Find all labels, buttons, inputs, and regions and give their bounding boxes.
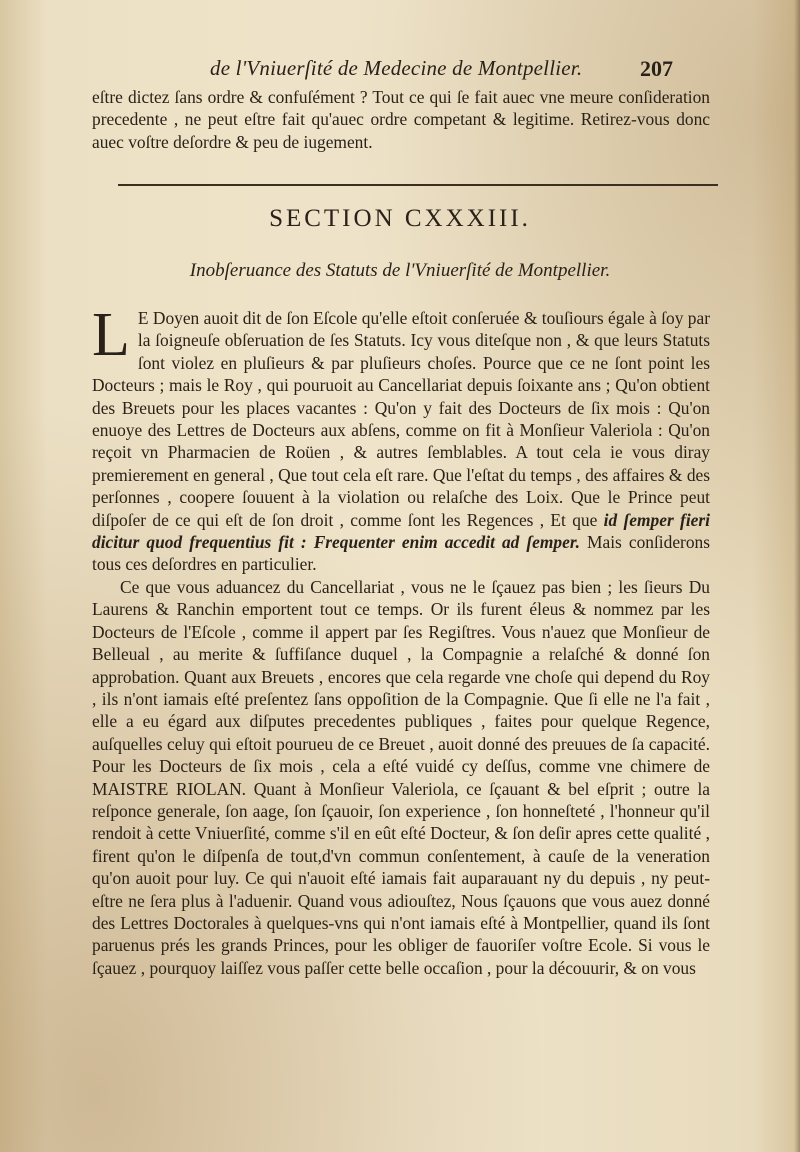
running-head [0,56,800,86]
paragraph-2: Ce que vous aduancez du Cancellariat , vous ne le ſçauez pas bien ; les ſieurs Du Laurens & Ranchin emportent tout ce temps. Or ils furent éleus & nommez par les Docteurs de l'Eſcole , comme il appert par ſes Regiſtres. Vous n'auez que Monſieur de Belleual , au merite & ſuffiſance duquel , la Compagnie a relaſché & donné ſon approbation. Quant aux Breuets , encores que cela regarde vne choſe qui depend du Roy , ils n'ont iamais eſté preſentez ſans oppoſition de la Compagnie. Que ſi elle ne l'a fait , elle a eu égard aux diſputes precedentes publiques , faites pour quelque Regence, auſquelles celuy qui eſtoit pourueu de ce Breuet , auoit donné des preuues de ſa capacité. Pour les Docteurs de ſix mois , cela a eſté vuidé cy deſſus, comme vne chimere de MAISTRE RIOLAN. Quant à Monſieur Valeriola, ce ſçauant & bel eſprit ; outre la reſponce generale, ſon aage, ſon ſçauoir, ſon experience , ſon honneſteté , l'honneur qu'il rendoit à cette Vniuerſité, comme s'il en eût eſté Docteur, & ſon deſir apres cette qualité , firent qu'on le diſpenſa de tout,d'vn commun conſentement, à cauſe de la veneration qu'on auoit pour luy. Ce qui n'auoit eſté iamais fait auparauant ny du depuis , ny peut-eſtre ne ſera plus à l'aduenir. Quand vous adiouſtez, Nous ſçauons que vous auez donné des Lettres Doctorales à quelques-vns qui n'ont iamais eſté à Montpellier, quand ils ſont paruenus prés les grands Princes, pour les obliger de fauoriſer voſtre Ecole. Si vous le ſçauez , pourquoy laiſſez vous paſſer cette belle occaſion , pour la découurir, & on vous [92,576,710,978]
running-title: de l'Vniuerſité de Medecine de Montpellier. [210,56,583,80]
paragraph-1-text: E Doyen auoit dit de ſon Eſcole qu'elle eſtoit conſeruée & touſiours égale à ſoy par la ſoigneuſe obſeruation de ſes Statuts. Icy vous diteſque non , & que leurs Statuts ſont violez en pluſieurs & par pluſieurs choſes. Pource que ce ne ſont point les Docteurs ; mais le Roy , qui pouruoit au Cancellariat depuis ſoixante ans ; Qu'on obtient des Breuets pour les places vacantes : Qu'on y fait des Docteurs de ſix mois : Qu'on enuoye des Lettres de Docteurs aux abſens, comme on fit à Monſieur Valeriola : Qu'on reçoit vn Pharmacien de Roüen , & autres ſemblables. A tout cela ie vous diray premierement en general , Que tout cela eſt rare. Que l'eſtat du temps , des affaires & des perſonnes , coopere ſouuent à la violation ou relaſche des Loix. Que le Prince peut diſpoſer de ce qui eſt de ſon droit , comme ſont les Regences , Et que [92,308,710,530]
section-heading: SECTION CXXXIII. [269,205,531,232]
paragraph-1-end: Mais conſiderons tous ces deſordres en particulier. [92,532,710,575]
page-number: 207 [640,56,673,81]
intro-paragraph [92,86,710,153]
section-subtitle: Inobſeruance des Statuts de l'Vniuerſité de Montpellier. [189,260,611,281]
section-body [92,301,710,979]
paragraph-1 [92,301,710,576]
page-edge-shadow [794,0,800,1152]
latin-quotation: id ſemper fieri dicitur quod frequentius fit : Frequenter enim accedit ad ſemper. [92,509,710,553]
section-divider [118,184,718,186]
intro-text: eſtre dictez ſans ordre & confuſément ? Tout ce qui ſe fait auec vne meure conſideration precedente , ne peut eſtre fait qu'auec ordre competant & legitime. Retirez-vous donc auec voſtre deſordre & peu de iugement. [92,87,710,152]
drop-cap: L [92,301,130,369]
